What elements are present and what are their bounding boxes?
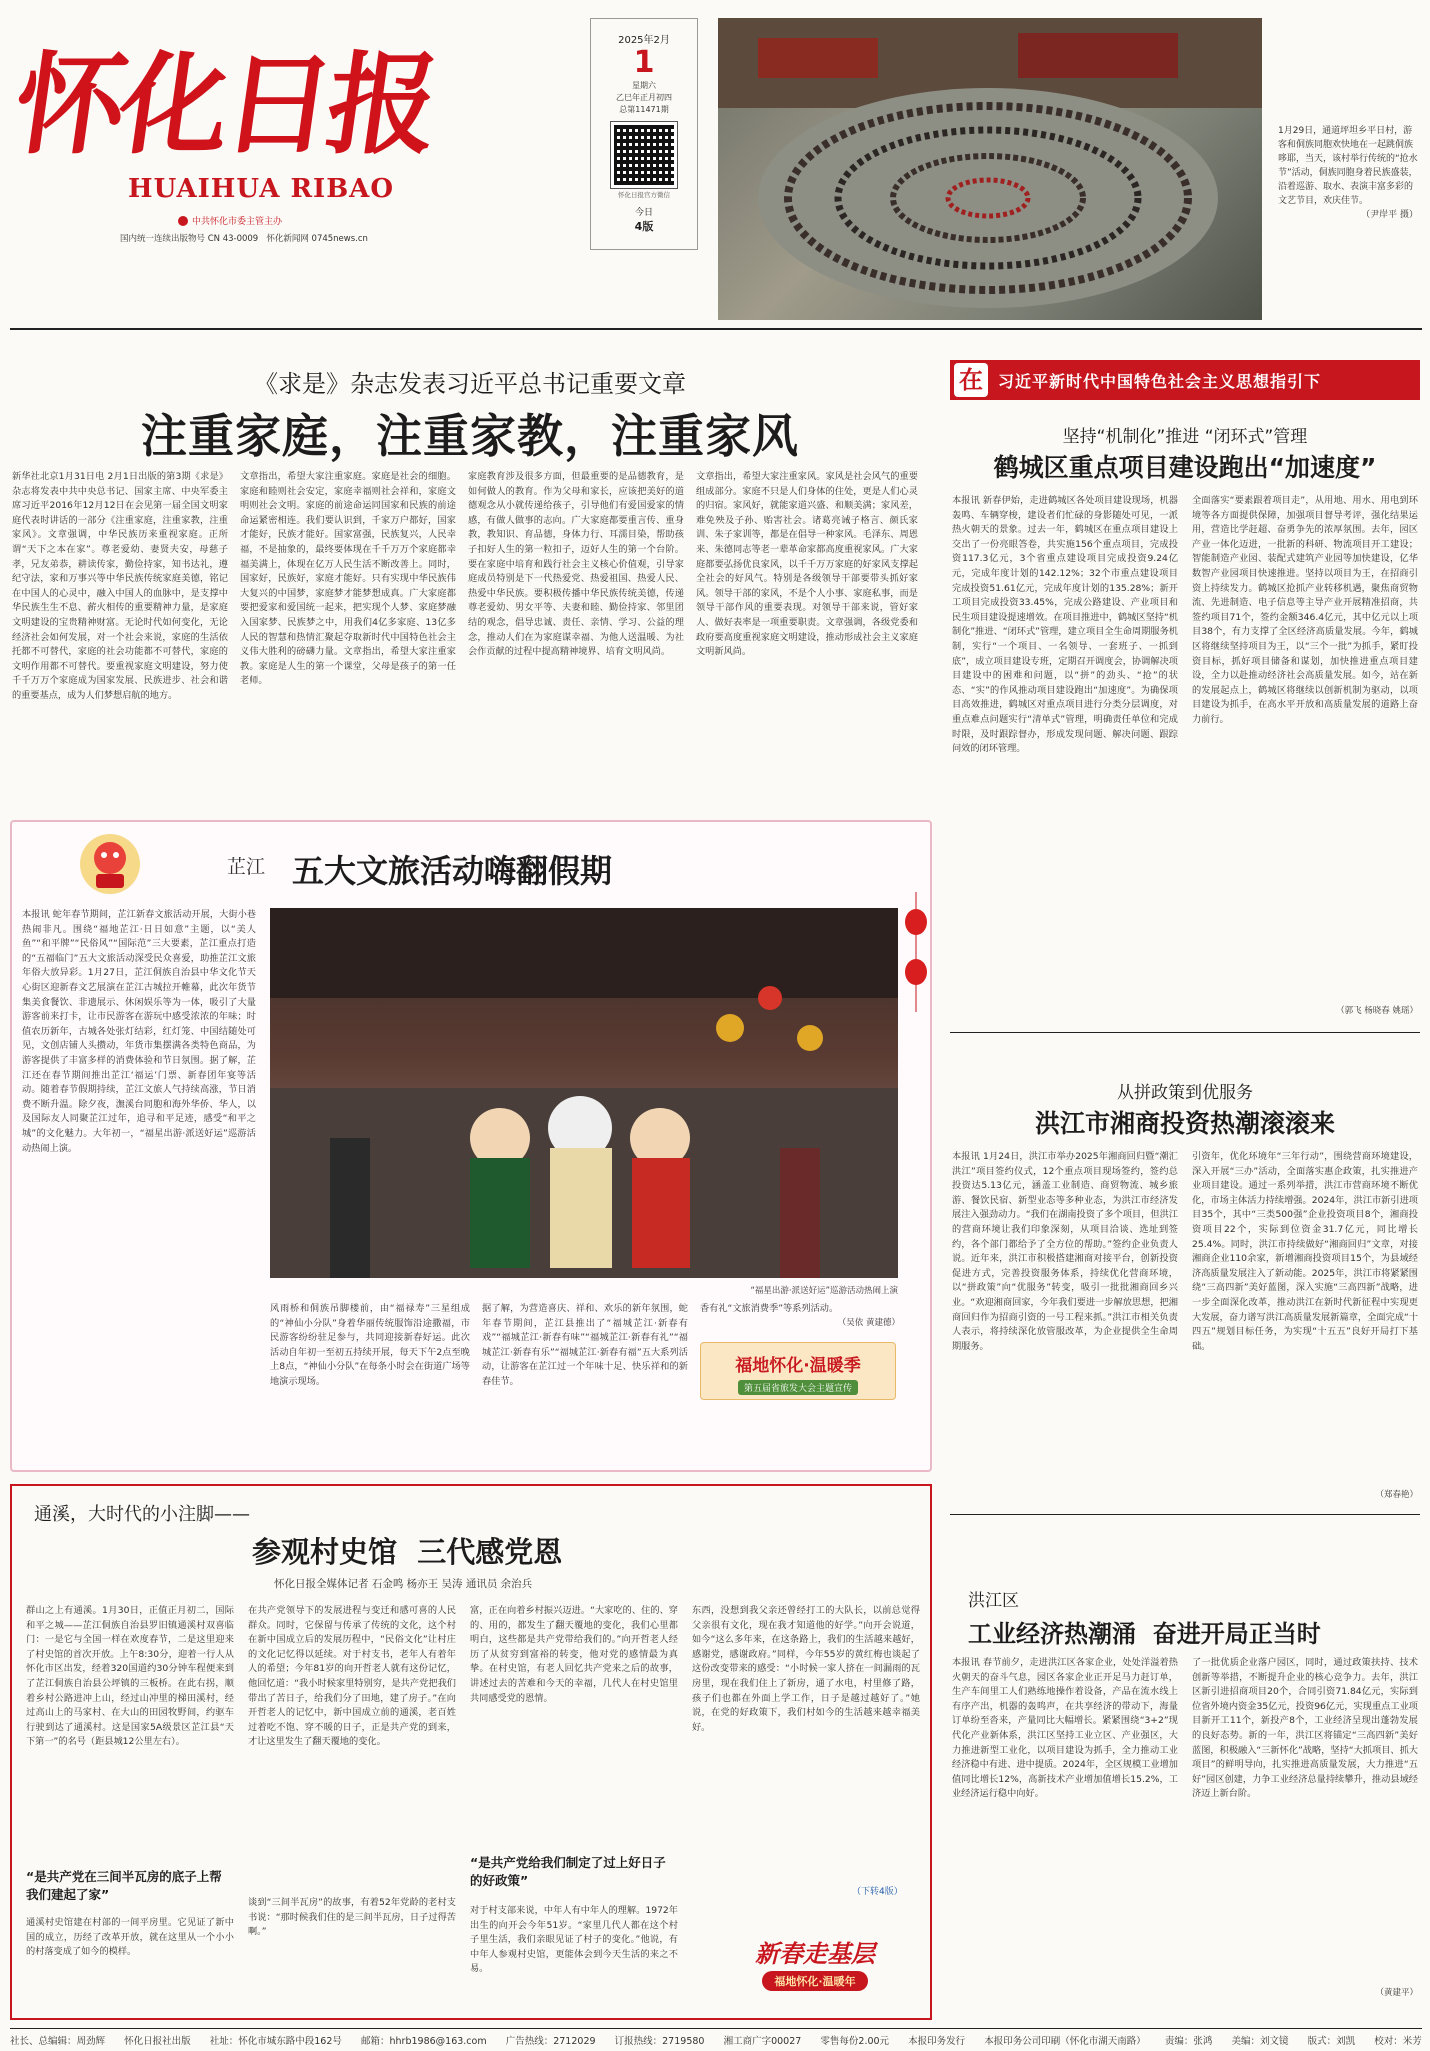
lantern-icon bbox=[904, 892, 928, 1012]
zhijiang-photo-caption: “福星出游·派送好运”巡游活动热闹上演 bbox=[750, 1286, 898, 1296]
footer-item: 校对：米芳 bbox=[1374, 2036, 1422, 2047]
snake-mascot-icon bbox=[74, 828, 146, 900]
date-year-month: 2025年2月 bbox=[618, 35, 670, 46]
top-photo-caption-text: 1月29日，通道坪坦乡平日村，游客和侗族同胞欢快地在一起跳侗族哆耶，当天，该村举行传统的“抢水节”活动，侗族同胞身着民族盛装，沿着巡游、取水、表演丰富多彩的文艺节目，欢庆佳节。 bbox=[1278, 126, 1418, 206]
footer-item: 广告热线：2712029 bbox=[505, 2036, 596, 2047]
crane-col-1: 本报讯 新春伊始，走进鹤城区各处项目建设现场，机器轰鸣、车辆穿梭，建设者们忙碌的身影随处可见，一派热火朝天的景象。过去一年，鹤城区在重点项目建设上交出了一份亮眼答卷，共实施156个重点项目，完成投资117.3亿元，3个省重点建设项目完成投资9.24亿元，完成年度计划的142.12%；32个市重点建设项目完成投资51.61亿元，完成年度计划的135.28%；新开工项目完成投资33.45%，完成公路建设、产业项目和民生项目建设提速增效。在项目推进中，鹤城区坚持“机制化”推进、“闭环式”管理，建立项目全生命周期服务机制，实行“一个项目、一名领导、一套班子、一抓到底”，成立项目建设专班，定期召开调度会，协调解决项目建设中的困难和问题，以“拼”的劲头、“抢”的状态、“实”的作风推动项目建设跑出“加速度”。为确保项目高效推进，鹤城区对重点项目进行分类分层调度，对重点难点问题实行“清单式”管理，明确责任单位和完成时限，及时跟踪督办，形成发现问题、解决问题、跟踪问效的闭环管理。 bbox=[952, 495, 1178, 755]
footer-item: 社长、总编辑：周劲辉 bbox=[10, 2036, 106, 2047]
crane-kicker: 坚持“机制化”推进 “闭环式”管理 bbox=[1062, 427, 1308, 447]
series-banner bbox=[950, 360, 1420, 400]
top-photo-credit: （尹岸平 摄） bbox=[1361, 210, 1418, 220]
industry-title: 工业经济热潮涌 奋进开局正当时 bbox=[968, 1620, 1321, 1648]
tongxi-pull-quote-1: “是共产党在三间半瓦房的底子上帮我们建起了家” bbox=[26, 1869, 222, 1902]
date-day: 1 bbox=[633, 45, 655, 80]
new-year-stamp-sub: 福地怀化·温暖年 bbox=[762, 1971, 867, 1991]
footer-item: 美编：刘文镜 bbox=[1231, 2036, 1289, 2047]
top-photo bbox=[718, 18, 1262, 320]
footer-bar bbox=[10, 2033, 1422, 2047]
lead-col-2: 文章指出，希望大家注重家庭。家庭是社会的细胞。家庭和睦则社会安定，家庭幸福则社会祥和，家庭文明则社会文明。家庭的前途命运同国家和民族的前途命运紧密相连。我们要认识到，千家万户都好，国家才能好，民族才能好。国家富强，民族复兴，人民幸福，不是抽象的，最终要体现在千千万万个家庭都幸福美满上，体现在亿万人民生活不断改善上。同时，国家好，民族好，家庭才能好。只有实现中华民族伟大复兴的中国梦，家庭梦才能梦想成真。广大家庭都要把爱家和爱国统一起来，把实现个人梦、家庭梦融入国家梦、民族梦之中，用我们4亿多家庭、13亿多人民的智慧和热情汇聚起夺取新时代中国特色社会主义伟大胜利的磅礴力量。文章指出，希望大家注重家教。家庭是人生的第一个课堂，父母是孩子的第一任老师。 bbox=[240, 471, 456, 687]
banner-text: 习近平新时代中国特色社会主义思想指引下 bbox=[998, 371, 1322, 391]
organizer-text: 中共怀化市委主管主办 bbox=[192, 217, 283, 227]
tourism-stamp bbox=[700, 1342, 896, 1400]
festival-circle-photo bbox=[718, 18, 1262, 320]
date-weekday: 星期六 bbox=[632, 81, 656, 90]
crane-credit: （郭飞 杨晓春 姚瑶） bbox=[1336, 1006, 1418, 1016]
masthead-logo: 怀化日报 bbox=[7, 40, 442, 169]
footer-item: 责编：张鸿 bbox=[1164, 2036, 1213, 2047]
date-box bbox=[590, 18, 698, 250]
tongxi-pull-quote-2: “是共产党给我们制定了过上好日子的好政策” bbox=[470, 1855, 666, 1888]
industry-col-1: 本报讯 春节前夕，走进洪江区各家企业，处处洋溢着热火朝天的奋斗气息，园区各家企业正开足马力赶订单，生产车间里工人们熟练地操作着设备，产品在流水线上有序产出，机器的轰鸣声，在共享经济的带动下，海量订单纷至沓来，产量同比大幅增长。紧紧围绕“3+2”现代化产业新体系，洪江区坚持工业立区、产业强区，大力推进新型工业化，以项目建设为抓手，全力推动工业经济稳中有进、进中提质。2024年，全区规模工业增加值同比增长12%，高新技术产业增加值增长15.2%，工业经济运行稳中向好。 bbox=[952, 1657, 1178, 1800]
zhijiang-title: 五大文旅活动嗨翻假期 bbox=[292, 852, 613, 890]
tongxi-col-3b: 对于村支部来说，中年人有中年人的理解。1972年出生的向开会今年51岁。“家里几代人都在这个村子里生活，我们亲眼见证了村子的变化。”他说，有中年人参观村史馆，更能体会到今天生活的来之不易。 bbox=[470, 1905, 678, 1975]
zhijiang-credit: （吴依 黄建德） bbox=[837, 1318, 900, 1328]
cn-number: 国内统一连续出版物号 CN 43-0009 bbox=[120, 234, 259, 244]
qr-code[interactable] bbox=[611, 122, 677, 188]
crane-col-2: 全面落实“要素跟着项目走”，从用地、用水、用电到环境等各方面提供保障，加强项目督导考评，强化结果运用，营造比学赶超、奋勇争先的浓厚氛围。去年，园区产业一体化迈进，一批新的科研、物流项目开工建设；智能制造产业园、装配式建筑产业园等加快建设，亿华数智产业园项目快速推进。坚持以项目为王，在招商引资上持续发力。鹤城区抢抓产业转移机遇，聚焦商贸物流、先进制造、电子信息等主导产业开展精准招商，共签约项目71个，签约金额346.4亿元，其中亿元以上项目38个，有力支撑了全区经济高质量发展。今年，鹤城区将继续坚持项目为王，以“三个一批”为抓手，紧盯投资目标，抓好项目储备和谋划，加快推进重点项目建设，全力以赴推动经济社会高质量发展。如今，站在新的发展起点上，鹤城区将继续以创新机制为驱动，以项目建设为抓手，在高水平开放和高质量发展的道路上奋力前行。 bbox=[1192, 495, 1418, 725]
new-year-stamp-main: 新春走基层 bbox=[755, 1939, 875, 1968]
tongxi-title: 参观村史馆 三代感党恩 bbox=[252, 1535, 563, 1569]
footer-item: 订报热线：2719580 bbox=[614, 2036, 705, 2047]
new-year-stamp bbox=[712, 1934, 918, 2000]
zhijiang-left-col: 本报讯 蛇年春节期间，芷江新春文旅活动开展，大街小巷热闹非凡。围绕“福地芷江·日日如意”主题，以“美人鱼”“和平牌”“民俗风”“国际范”三大要素，芷江重点打造的“五福临门”五大文旅活动深受民众喜爱，助推芷江文旅年俗大放异彩。1月27日，芷江侗族自治县中华文化节天心街区迎新春文艺展演在芷江古城拉开帷幕，此次年货节集美食餐饮、非遗展示、休闲娱乐等为一体，吸引了大量游客前来打卡，让市民游客在游玩中感受浓浓的年味；时值农历新年，古城各处张灯结彩，红灯笼、中国结随处可见，文创店铺人头攒动，年货市集摆满各类特色商品，为游客提供了丰富多样的消费体验和节日氛围。据了解，芷江还在春节期间推出芷江‘福运’门票、新春团年宴等活动。随着春节假期持续，芷江文旅人气持续高涨，节日消费不断升温。除夕夜，潕溪台同胞和海外华侨、华人，以及国际友人同聚芷江过年，追寻和平足迹，感受“和平之城”的文化魅力。大年初一，“福星出游·派送好运”巡游活动热闹上演。 bbox=[22, 909, 256, 1154]
today-label: 今日 bbox=[634, 208, 653, 218]
date-issue: 总第11471期 bbox=[619, 105, 669, 114]
banner-char: 在 bbox=[954, 363, 988, 397]
continued-link[interactable]: （下转4版） bbox=[852, 1887, 903, 1897]
tongxi-col-1b: 通溪村史馆建在村部的一间平房里。它见证了新中国的成立，历经了改革开放，就在这里从一个小小的村落变成了如今的模样。 bbox=[26, 1917, 234, 1958]
qr-caption: 怀化日报官方微信 bbox=[618, 191, 670, 199]
tongxi-col-3: 富，正在向着乡村振兴迈进。“大家吃的、住的、穿的、用的，都发生了翻天覆地的变化，我们心里都明白，这些都是共产党带给我们的。”向开哲老人经历了从贫穷到富裕的转变，他对党的感情最为真挚。在村史馆，有老人回忆共产党来之后的故事，讲述过去的苦难和今天的幸福，几代人在村史馆里共同感受党的恩情。 bbox=[470, 1605, 678, 1704]
industry-col-2: 了一批优质企业落户园区，同时，通过政策扶持、技术创新等举措，不断提升企业的核心竞争力。去年，洪江区新引进招商项目20个，合同引资71.84亿元，实际到位省外境内资金35亿元，投资96亿元，实现重点工业项目新开工11个，新投产8个，工业经济呈现出蓬勃发展的良好态势。新的一年，洪江区将锚定“三高四新”美好蓝图，积极融入“三新怀化”战略，坚持“大抓项目、抓大项目”的鲜明导向，扎实推进高质量发展，大力推进“五好”园区创建，力争工业经济总量持续攀升，推动县域经济迈上新台阶。 bbox=[1192, 1657, 1418, 1800]
footer-item: 社址：怀化市城东路中段162号 bbox=[209, 2036, 342, 2047]
tongxi-section bbox=[10, 1484, 932, 2020]
zhijiang-photo bbox=[270, 908, 898, 1278]
masthead-pinyin: HUAIHUA RIBAO bbox=[128, 174, 395, 204]
footer-item: 本报印务公司印刷（怀化市湖天南路） bbox=[984, 2036, 1146, 2047]
zhijiang-bottom-col-3: 香有礼“文旅消费季”等系列活动。 bbox=[700, 1303, 839, 1314]
hongjiang-kicker: 从拼政策到优服务 bbox=[1117, 1083, 1253, 1103]
industry-credit: （黄建平） bbox=[1375, 1988, 1418, 1998]
zhijiang-section bbox=[10, 820, 932, 1472]
lead-col-4: 文章指出，希望大家注重家风。家风是社会风气的重要组成部分。家庭不只是人们身体的住处，更是人们心灵的归宿。家风好，就能家道兴盛、和顺美满；家风差，难免殃及子孙、贻害社会。诸葛亮诫子格言、颜氏家训、朱子家训等，都是在倡导一种家风。毛泽东、周恩来、朱德同志等老一辈革命家都高度重视家风。广大家庭都要弘扬优良家风，以千千万万家庭的好家风支撑起全社会的好风气。特别是各级领导干部要带头抓好家风。领导干部的家风，不是个人小事、家庭私事，而是领导干部作风的重要表现。对领导干部来说，管好家人、做好表率是一项重要职责。文章强调，各级党委和政府要高度重视家庭文明建设，推动形成社会主义家庭文明新风尚。 bbox=[696, 471, 918, 658]
lead-col-3: 家庭教育涉及很多方面，但最重要的是品德教育，是如何做人的教育。作为父母和家长，应该把美好的道德观念从小就传递给孩子，引导他们有爱国爱家的情感，有做人做事的志向。广大家庭都要重言传、重身教，教知识、育品德，身体力行、耳濡目染，帮助孩子扣好人生的第一粒扣子，迈好人生的第一个台阶。要在家庭中培育和践行社会主义核心价值观，引导家庭成员特别是下一代热爱党、热爱祖国、热爱人民、热爱中华民族。要积极传播中华民族传统美德，传递尊老爱幼、男女平等、夫妻和睦、勤俭持家、邻里团结的观念，倡导忠诚、责任、亲情、学习、公益的理念，推动人们在为家庭谋幸福、为他人送温暖、为社会作贡献的过程中提高精神境界、培育文明风尚。 bbox=[468, 471, 684, 658]
publication-numbers bbox=[120, 232, 368, 244]
footer-item: 湘工商广字00027 bbox=[723, 2036, 802, 2047]
right-divider-2 bbox=[950, 1514, 1420, 1515]
masthead-divider bbox=[10, 328, 1422, 330]
party-emblem-icon bbox=[178, 216, 188, 226]
footer-item: 本报印务发行 bbox=[908, 2036, 966, 2047]
hongjiang-title: 洪江市湘商投资热潮滚滚来 bbox=[1034, 1109, 1335, 1138]
organizer-line bbox=[178, 214, 282, 227]
hongjiang-col-2: 引资年，优化环境年“三年行动”，围绕营商环境建设，深入开展“三办”活动，全面落实惠企政策，扎实推进产业项目建设。通过一系列举措，洪江市营商环境不断优化，市场主体活力持续增强。2024年，洪江市新引进项目35个，其中“三类500强”企业投资项目8个，湘商投资项目22个，实际到位资金31.7亿元，同比增长25.4%。同时，洪江市持续做好“湘商回归”文章，对接湘商企业110余家，新增湘商投资项目15个，为县域经济高质量发展注入了新动能。2025年，洪江市将紧紧围绕“三高四新”美好蓝图，深入实施“三高四新”战略，进一步全面深化改革，推动洪江在新时代新征程中实现更大发展，奋力谱写洪江高质量发展新篇章，全面完成“十四五”规划目标任务，为实现“十五五”良好开局打下基础。 bbox=[1192, 1151, 1418, 1352]
date-lunar: 乙巳年正月初四 bbox=[616, 93, 672, 102]
lead-kicker: 《求是》杂志发表习近平总书记重要文章 bbox=[254, 370, 686, 398]
footer-item: 零售每份2.00元 bbox=[820, 2036, 890, 2047]
pages-count: 4版 bbox=[634, 220, 654, 233]
hongjiang-col-1: 本报讯 1月24日，洪江市举办2025年湘商回归暨“潮汇洪江”项目签约仪式，12个重点项目现场签约，签约总投资达5.13亿元，涵盖工业制造、商贸物流、城乡旅游、餐饮民宿、新型业态等多种业态，为洪江市经济发展注入强劲动力。“我们在湖南投资了多个项目，但洪江的营商环境让我们印象深刻，从项目洽谈、选址到签约，各个部门都给予了全方位的帮助。”签约企业负责人说。近年来，洪江市积极搭建湘商对接平台，创新投资促进方式，完善投资服务体系，持续优化营商环境，以“拼政策”向“优服务”转变，吸引一批批湘商回乡兴业。“欢迎湘商回家，今年我们要进一步解放思想，把湘商回归作为招商引资的一号工程来抓。”洪江市相关负责人表示，将持续深化放管服改革，为企业提供全生命周期服务。 bbox=[952, 1151, 1178, 1352]
top-photo-caption bbox=[1278, 124, 1418, 222]
zhijiang-bottom-col-2: 据了解，为营造喜庆、祥和、欢乐的新年氛围，蛇年春节期间，芷江县推出了“福城芷江·新春有戏”“福城芷江·新春有味”“福城芷江·新春有礼”“福城芷江·新春有乐”“福城芷江·新春有福”五大系列活动，让游客在芷江过一个年味十足、快乐祥和的新春佳节。 bbox=[482, 1303, 688, 1387]
crane-title: 鹤城区重点项目建设跑出“加速度” bbox=[993, 453, 1377, 482]
right-divider-1 bbox=[950, 1032, 1420, 1033]
footer-item: 怀化日报社出版 bbox=[124, 2036, 191, 2047]
footer-item: 版式：刘凯 bbox=[1307, 2036, 1356, 2047]
parade-photo bbox=[270, 908, 898, 1278]
tongxi-byline: 怀化日报全媒体记者 石金鸣 杨亦王 吴涛 通讯员 余治兵 bbox=[274, 1578, 533, 1590]
tourism-stamp-main: 福地怀化·温暖季 bbox=[735, 1356, 861, 1376]
tongxi-col-1: 群山之上有通溪。1月30日，正值正月初二，国际和平之城——芷江侗族自治县罗旧镇通溪村双喜临门：一是它与全国一样在欢度春节，二是这里迎来了村史馆的首次开放。上午8:30分，迎着一行人从怀化市区出发，经着320国道约30分钟车程便来到了芷江侗族自治县公坪镇的三板桥。在此右拐，顺着乡村公路进冲上山，经过山冲里的梯田溪村，经过高山上的马家村、在大山的田园牧野间，约驱车行驶到达了通溪村。这是国家5A级景区芷江县“天下第一”的名号（距县城12公里左右）。 bbox=[26, 1605, 234, 1748]
footer-item: 邮箱：hhrb1986@163.com bbox=[361, 2036, 487, 2047]
tongxi-col-4: 东西，没想到我父亲还曾经打工的大队长，以前总觉得父亲很有文化，现在我才知道他的好学。”向开会说道，如今“这么多年来，在这条路上，我们的生活越来越好，感谢党，感谢政府。”同样，今年55岁的黄红梅也谈起了这份改变带来的感受：“小时候一家人挤在一间漏雨的瓦房里，现在我们住上了新房，通了水电，村里修了路，孩子们也都在外面上学工作，日子是越过越好了。”她说，在党的好政策下，我们村如今的生活越来越幸福美好。 bbox=[692, 1605, 920, 1733]
tongxi-col-2: 在共产党领导下的发展进程与变迁和感可喜的人民群众。同时，它保留与传承了传统的文化，这个村在新中国成立后的发展历程中，“民俗文化”让村庄的文化记忆得以延续。对于村支书，老年人有着年人的希望；今年81岁的向开哲老人就有这份记忆，他回忆道：“我小时候家里特别穷，是共产党把我们带出了苦日子，给我们分了田地，建了房子。”在向开哲老人的记忆中，新中国成立前的通溪，老百姓过着吃不饱、穿不暖的日子，正是共产党的到来，才让这里发生了翻天覆地的变化。 bbox=[248, 1605, 456, 1748]
website: 怀化新闻网 0745news.cn bbox=[266, 234, 368, 244]
footer-divider bbox=[10, 2028, 1422, 2029]
lead-col-1: 新华社北京1月31日电 2月1日出版的第3期《求是》杂志将发表中共中央总书记、国家主席、中央军委主席习近平2016年12月12日在会见第一届全国文明家庭代表时讲话的一部分《注重家庭，注重家教，注重家风》。文章强调，中华民族历来重视家庭。正所谓“天下之本在家”。尊老爱幼、妻贤夫安，母慈子孝，兄友弟恭，耕读传家，勤俭持家，知书达礼，遵纪守法，家和万事兴等中华民族传统家庭美德，铭记在中国人的心灵中，融入中国人的血脉中，是支撑中华民族生生不息、薪火相传的重要精神力量，是家庭文明建设的宝贵精神财富。无论时代如何变化，无论经济社会如何发展，对一个社会来说，家庭的生活依托都不可替代，家庭的社会功能都不可替代，家庭的文明作用都不可替代。要重视家庭文明建设，努力使千千万万个家庭成为国家发展、民族进步、社会和谐的重要基点，成为人们梦想启航的地方。 bbox=[12, 471, 228, 701]
zhijiang-place: 芷江 bbox=[227, 856, 266, 878]
tourism-stamp-sub: 第五届省旅发大会主题宣传 bbox=[738, 1380, 858, 1395]
lead-title: 注重家庭，注重家教，注重家风 bbox=[141, 409, 799, 463]
tongxi-kicker: 通溪，大时代的小注脚—— bbox=[34, 1504, 250, 1525]
tongxi-col-2b: 谈到“三间半瓦房”的故事，有着52年党龄的老村支书说：“那时候我们住的是三间半瓦房，日子过得苦啊。” bbox=[248, 1897, 456, 1938]
zhijiang-bottom-col-1: 风雨桥和侗族吊脚楼前，由“福禄寿”三星组成的“神仙小分队”身着华丽传统服饰沿途撒福，市民游客纷纷驻足参与，共同迎接新春好运。此次活动自年初一至初五持续开展，每天下午2点至晚上8点，“神仙小分队”在每条小时会在街道广场等地演示现场。 bbox=[270, 1303, 470, 1387]
industry-kicker: 洪江区 bbox=[968, 1591, 1019, 1611]
masthead bbox=[7, 12, 585, 252]
hongjiang-credit: （郑春艳） bbox=[1375, 1490, 1418, 1500]
